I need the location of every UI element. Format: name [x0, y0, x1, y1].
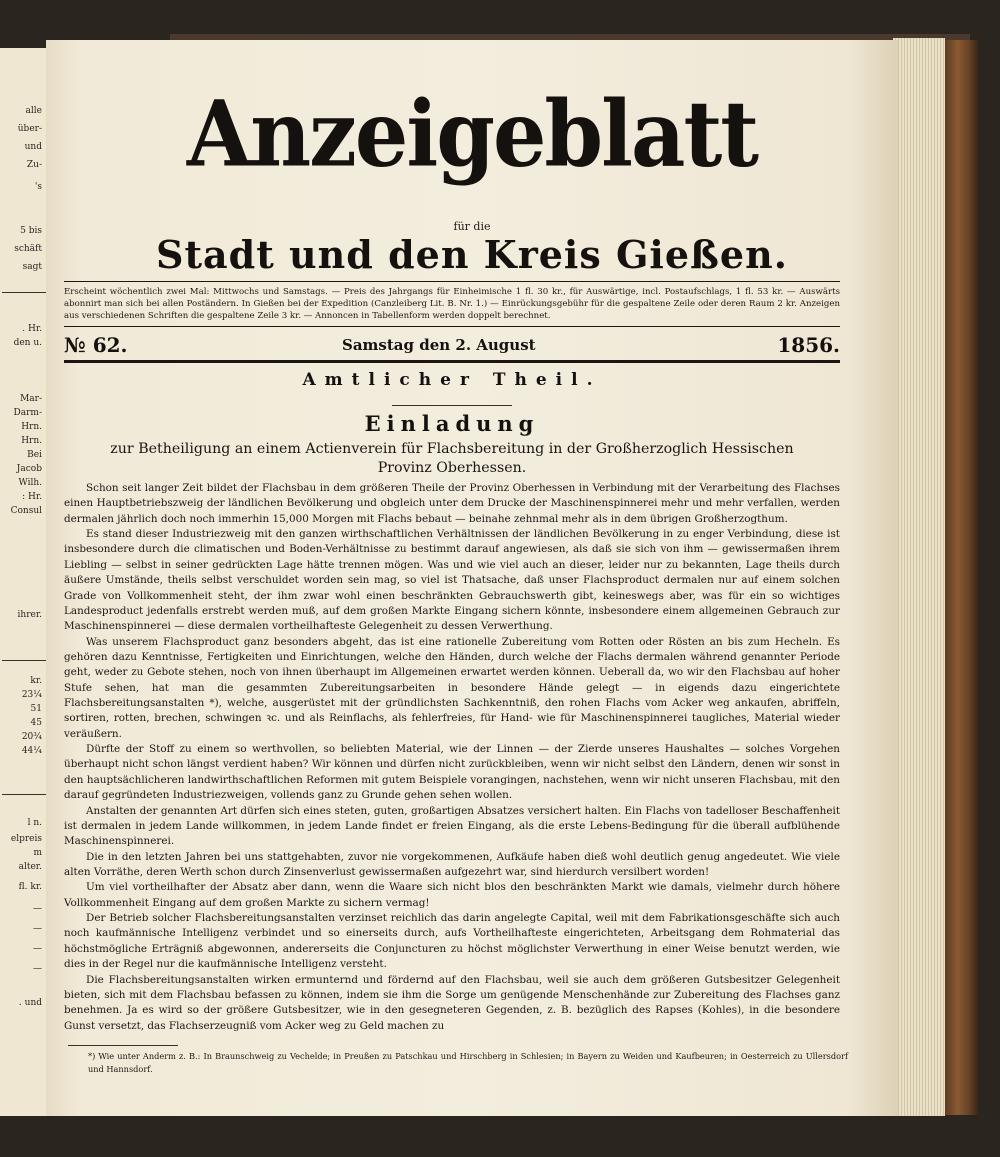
- paragraph: Der Betrieb solcher Flachsbereitungsanstalten verzinset reichlich das darin angelegte Capital, weil mit dem Fabrikationsgeschäfte sich auch noch kaufmännische Intelligenz verbindet und so einerseits durch, aufs Vortheilhafteste eingerichteten, Arbeitsgang dem Rohmaterial das höchstmögliche Erträgniß abgewonnen, andererseits die Conjuncturen zu höchst möglichster Verwerthung in einer Weise benutzt werden, wie dies in der Regel nur die kaufmännische Intelligenz versteht.: [64, 912, 840, 971]
- issue-line: [64, 333, 840, 359]
- paragraph: Die in den letzten Jahren bei uns stattgehabten, zuvor nie vorgekommenen, Aufkäufe haben dieß wohl deutlich genug angedeutet. Wie viele alten Vorräthe, deren Werth schon durch Zinsenverlust gewissermaßen aufgezehrt war, sind hierdurch versilbert worden!: [64, 850, 840, 878]
- prev-fragment: . und: [18, 998, 42, 1008]
- issue-date: Samstag den 2. August: [342, 336, 536, 354]
- paragraph: Es stand dieser Industriezweig mit den ganzen wirthschaftlichen Verhältnissen der ländlichen Bevölkerung in zu enger Verbindung, diese ist insbesondere durch die climatischen und Boden-Verhältnisse zu bestimmt darauf angewiesen, als daß sie sich von ihm — gewissermaßen ihrem Liebling — selbst in seiner gedrückten Lage hätte trennen mögen. Was und wie viel auch an dieser, leider nur zu bekannten, Lage theils durch äußere Umstände, theils selbst verschuldet worden sein mag, so viel ist Thatsache, daß unser Flachsproduct dermalen nur auf einem solchen Grade von Vollkommenheit steht, der ihm zwar wohl einen beschränkten Gebrauchswerth gibt, keineswegs aber, was für ein so wichtiges Landesproduct jedenfalls erstrebt werden muß, auf dem großen Markte Eingang sichern könnte, insbesondere einem allgemeinen Gebrauch zur Maschinenspinnerei — diese dermalen vortheilhafteste Gelegenheit zu dessen Verwerthung.: [64, 528, 840, 633]
- prev-fragment: und: [24, 142, 42, 152]
- previous-page-strip: [0, 48, 48, 1116]
- prev-fragment: 5 bis: [20, 226, 42, 236]
- prev-fragment: elpreis: [10, 834, 42, 844]
- prev-fragment: sagt: [22, 262, 42, 272]
- issue-year: 1856.: [777, 333, 840, 357]
- rule-under-issue: [64, 360, 840, 363]
- prev-fragment: Hrn.: [21, 436, 42, 446]
- prev-fragment: —: [33, 964, 42, 974]
- paragraph: Was unserem Flachsproduct ganz besonders abgeht, das ist eine rationelle Zubereitung vom Rotten oder Rösten an bis zum Hecheln. Es gehören dazu Kenntnisse, Fertigkeiten und Einrichtungen, welche den Händen, durch welche der Flachs dermalen während genannter Periode geht, weder zu Gebote stehen, noch von ihnen überhaupt im Allgemeinen erwartet werden können. Ueberall da, wo wir den Flachsbau auf hoher Stufe sehen, hat man die gesammten Zubereitungsarbeiten in besondere Hände gelegt — in eigends dazu eingerichtete Flachsbereitungsanstalten *), welche, ausgerüstet mit der gründlichsten Sachkenntniß, den rohen Flachs vom Acker weg ankaufen, abriffeln, sortiren, rotten, brechen, schwingen ꝛc. und als Reinflachs, als fehlerfreies, für Hand- wie für Maschinenspinnerei taugliches, Material wieder veräußern.: [64, 635, 840, 740]
- issue-number: № 62.: [64, 333, 128, 357]
- prev-rule: [2, 660, 46, 661]
- paragraph: Schon seit langer Zeit bildet der Flachsbau in dem größeren Theile der Provinz Oberhessen in Verbindung mit der Verarbeitung des Flachses einen Hauptbetriebszweig der ländlichen Bevölkerung und obgleich unter dem Drucke der Maschinenspinnerei mehr und mehr verfallen, werden dermalen jährlich doch noch immerhin 15,000 Morgen mit Flachs bebaut — beinahe zehnmal mehr als in dem übrigen Großherzogthum.: [64, 482, 840, 525]
- paragraph: Um viel vortheilhafter der Absatz aber dann, wenn die Waare sich nicht blos den beschränkten Markt wie damals, vielmehr durch höhere Vollkommenheit Eingang auf dem großen Markte zu sichern vermag!: [64, 881, 840, 909]
- prev-fragment: : Hr.: [22, 492, 42, 502]
- article-subheading-2: Provinz Oberhessen.: [377, 460, 527, 476]
- masthead-title: Anzeigeblatt: [186, 80, 758, 187]
- prev-fragment: fl. kr.: [18, 882, 42, 892]
- prev-fragment: über-: [17, 124, 42, 134]
- footnote: *) Wie unter Anderm z. B.: In Braunschweig zu Vechelde; in Preußen zu Patschkau und Hirschberg in Schlesien; in Bayern zu Weiden und Kaufbeuren; in Oesterreich zu Ullersdorf und Hannsdorf.: [88, 1051, 848, 1074]
- prev-fragment: Hrn.: [21, 422, 42, 432]
- prev-fragment: —: [33, 904, 42, 914]
- prev-fragment: m: [33, 848, 42, 858]
- prev-fragment: 's: [34, 182, 42, 192]
- prev-fragment: 20¾: [21, 732, 42, 742]
- masthead-fuer-die: für die: [453, 220, 491, 233]
- prev-fragment: . Hr.: [22, 324, 42, 334]
- prev-fragment: alter.: [18, 862, 42, 872]
- section-title: Amtlicher Theil.: [302, 370, 602, 390]
- paragraph: Die Flachsbereitungsanstalten wirken ermunternd und fördernd auf den Flachsbau, weil sie auch dem größeren Gutsbesitzer Gelegenheit bieten, sich mit dem Flachsbau befassen zu können, indem sie ihm die Sorge um genügende Menschenhände zur Zubereitung des Flachses ganz benehmen. Ja es wird so der größere Gutsbesitzer, wie in den gesegneteren Gegenden, z. B. bezüglich des Rapses (Kohles), in die besondere Gunst versetzt, das Flachserzeugniß vom Acker weg zu Geld machen zu: [64, 973, 840, 1032]
- prev-fragment: Darm-: [13, 408, 42, 418]
- prev-fragment: Zu-: [26, 160, 42, 170]
- prev-rule: [2, 292, 46, 293]
- subscription-terms: Erscheint wöchentlich zwei Mal: Mittwochs und Samstags. — Preis des Jahrgangs für Einheimische 1 fl. 30 kr., für Auswärtige, incl. Postaufschlags, 1 fl. 53 kr. — Auswärts abonnirt man sich bei allen Poständern. In Gießen bei der Expedition (Canzleiberg Lit. B. Nr. 1.) — Einrückungsgebühr für die gespaltene Zeile oder deren Raum 2 kr. Anzeigen aus verschiedenen Schriften die gespaltene Zeile 3 kr. — Annoncen in Tabellenform werden doppelt berechnet.: [64, 287, 840, 321]
- prev-fragment: alle: [25, 106, 42, 116]
- prev-fragment: Mar-: [20, 394, 42, 404]
- prev-fragment: 23¼: [21, 690, 42, 700]
- prev-fragment: 45: [30, 718, 42, 728]
- prev-fragment: —: [33, 944, 42, 954]
- prev-fragment: den u.: [13, 338, 42, 348]
- newspaper-page: [46, 40, 898, 1116]
- book-spine: [944, 40, 978, 1115]
- prev-fragment: schäft: [14, 244, 42, 254]
- article-subheading-1: zur Betheiligung an einem Actienverein für Flachsbereitung in der Großherzoglich Hessischen: [110, 441, 794, 457]
- paragraph: Anstalten der genannten Art dürfen sich eines steten, guten, großartigen Absatzes versichert halten. Ein Flachs von tadelloser Beschaffenheit ist dermalen in jedem Lande willkommen, in jedem Lande findet er freien Eingang, als die erste Lebens-Bedingung für die überall aufblühende Maschinenspinnerei.: [64, 804, 840, 848]
- page-edges: [893, 38, 945, 1116]
- prev-fragment: Consul: [10, 506, 42, 516]
- prev-fragment: —: [33, 924, 42, 934]
- prev-fragment: ihrer.: [17, 610, 42, 620]
- masthead-subtitle: Stadt und den Kreis Gießen.: [156, 232, 788, 277]
- prev-rule: [2, 794, 46, 795]
- article-heading: Einladung: [364, 411, 540, 436]
- prev-fragment: 44¼: [21, 746, 42, 756]
- prev-fragment: l n.: [27, 818, 42, 828]
- paragraph: Dürfte der Stoff zu einem so werthvollen, so beliebten Material, wie der Linnen — der Zierde unseres Haushaltes — solches Vorgehen überhaupt nicht schon längst verdient haben? Wir können und dürfen nicht zurückbleiben, wenn wir nicht selbst den Ländern, denen wir sonst in den hauptsächlicheren landwirthschaftlichen Reformen mit gutem Beispiele vorangingen, nachstehen, wenn wir nicht unseren Flachsbau, mit den darauf gegründeten Industriezweigen, vollends ganz zu Grunde gehen sehen wollen.: [64, 743, 840, 802]
- prev-fragment: 51: [30, 704, 42, 714]
- article-body: [64, 481, 840, 1034]
- prev-fragment: Bei: [27, 450, 42, 460]
- footnote-rule: [68, 1045, 178, 1046]
- prev-fragment: Jacob: [16, 464, 42, 474]
- prev-fragment: Wilh.: [18, 478, 42, 488]
- section-divider: [392, 405, 512, 406]
- prev-fragment: kr.: [30, 676, 42, 686]
- rule-under-terms: [64, 326, 840, 327]
- rule-top: [64, 281, 840, 282]
